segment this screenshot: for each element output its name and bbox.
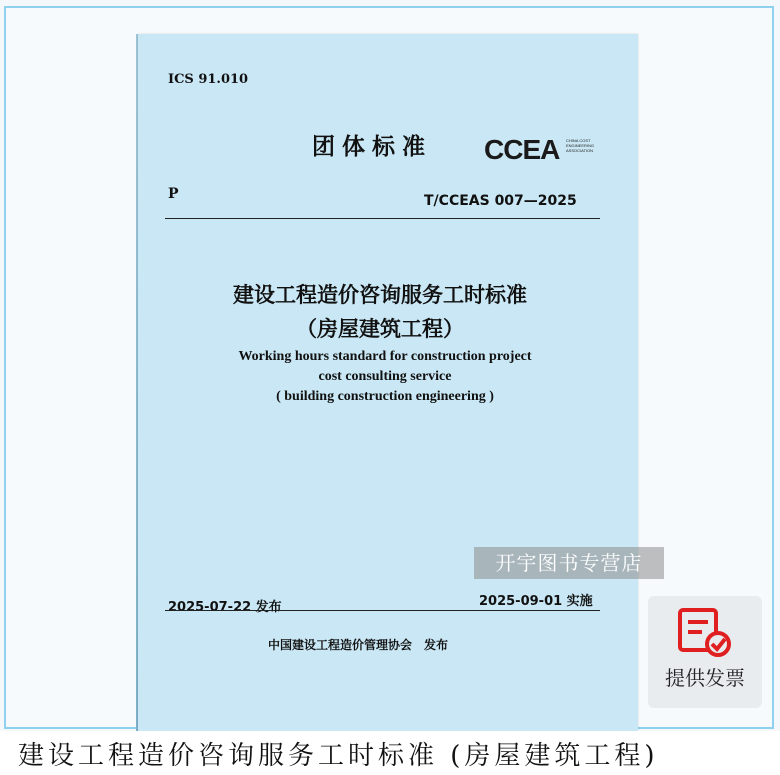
- logo-small-text: CHINA COST ENGINEERING ASSOCIATION: [566, 138, 595, 153]
- subtitle-chinese: （房屋建筑工程）: [296, 317, 464, 341]
- publisher: 中国建设工程造价管理协会 发布: [268, 638, 449, 652]
- ics-code: ICS 91.010: [168, 72, 249, 87]
- standard-type: 团体标准: [312, 133, 432, 160]
- effective-date: 2025-09-01 实施: [479, 594, 593, 609]
- invoice-badge[interactable]: [648, 596, 762, 708]
- title-english-line1: Working hours standard for construction project: [238, 349, 532, 364]
- title-chinese: 建设工程造价咨询服务工时标准: [233, 283, 527, 307]
- ccea-logo: [484, 133, 604, 167]
- top-divider: [165, 218, 600, 219]
- logo-main-text: CCEA: [484, 134, 560, 165]
- bottom-banner: [0, 731, 780, 775]
- title-english-line2: cost consulting service: [318, 369, 452, 384]
- title-english-line3: ( building construction engineering ): [276, 389, 494, 404]
- bottom-banner-text: 建设工程造价咨询服务工时标准 (房屋建筑工程): [18, 741, 659, 771]
- invoice-icon: [678, 608, 732, 658]
- store-watermark: 开宇图书专营店: [474, 547, 664, 579]
- publish-date: 2025-07-22 发布: [168, 600, 282, 615]
- bottom-divider: [165, 610, 600, 611]
- standard-number: T/CCEAS 007—2025: [424, 193, 577, 209]
- category-code: P: [168, 186, 179, 202]
- invoice-label: 提供发票: [665, 666, 745, 690]
